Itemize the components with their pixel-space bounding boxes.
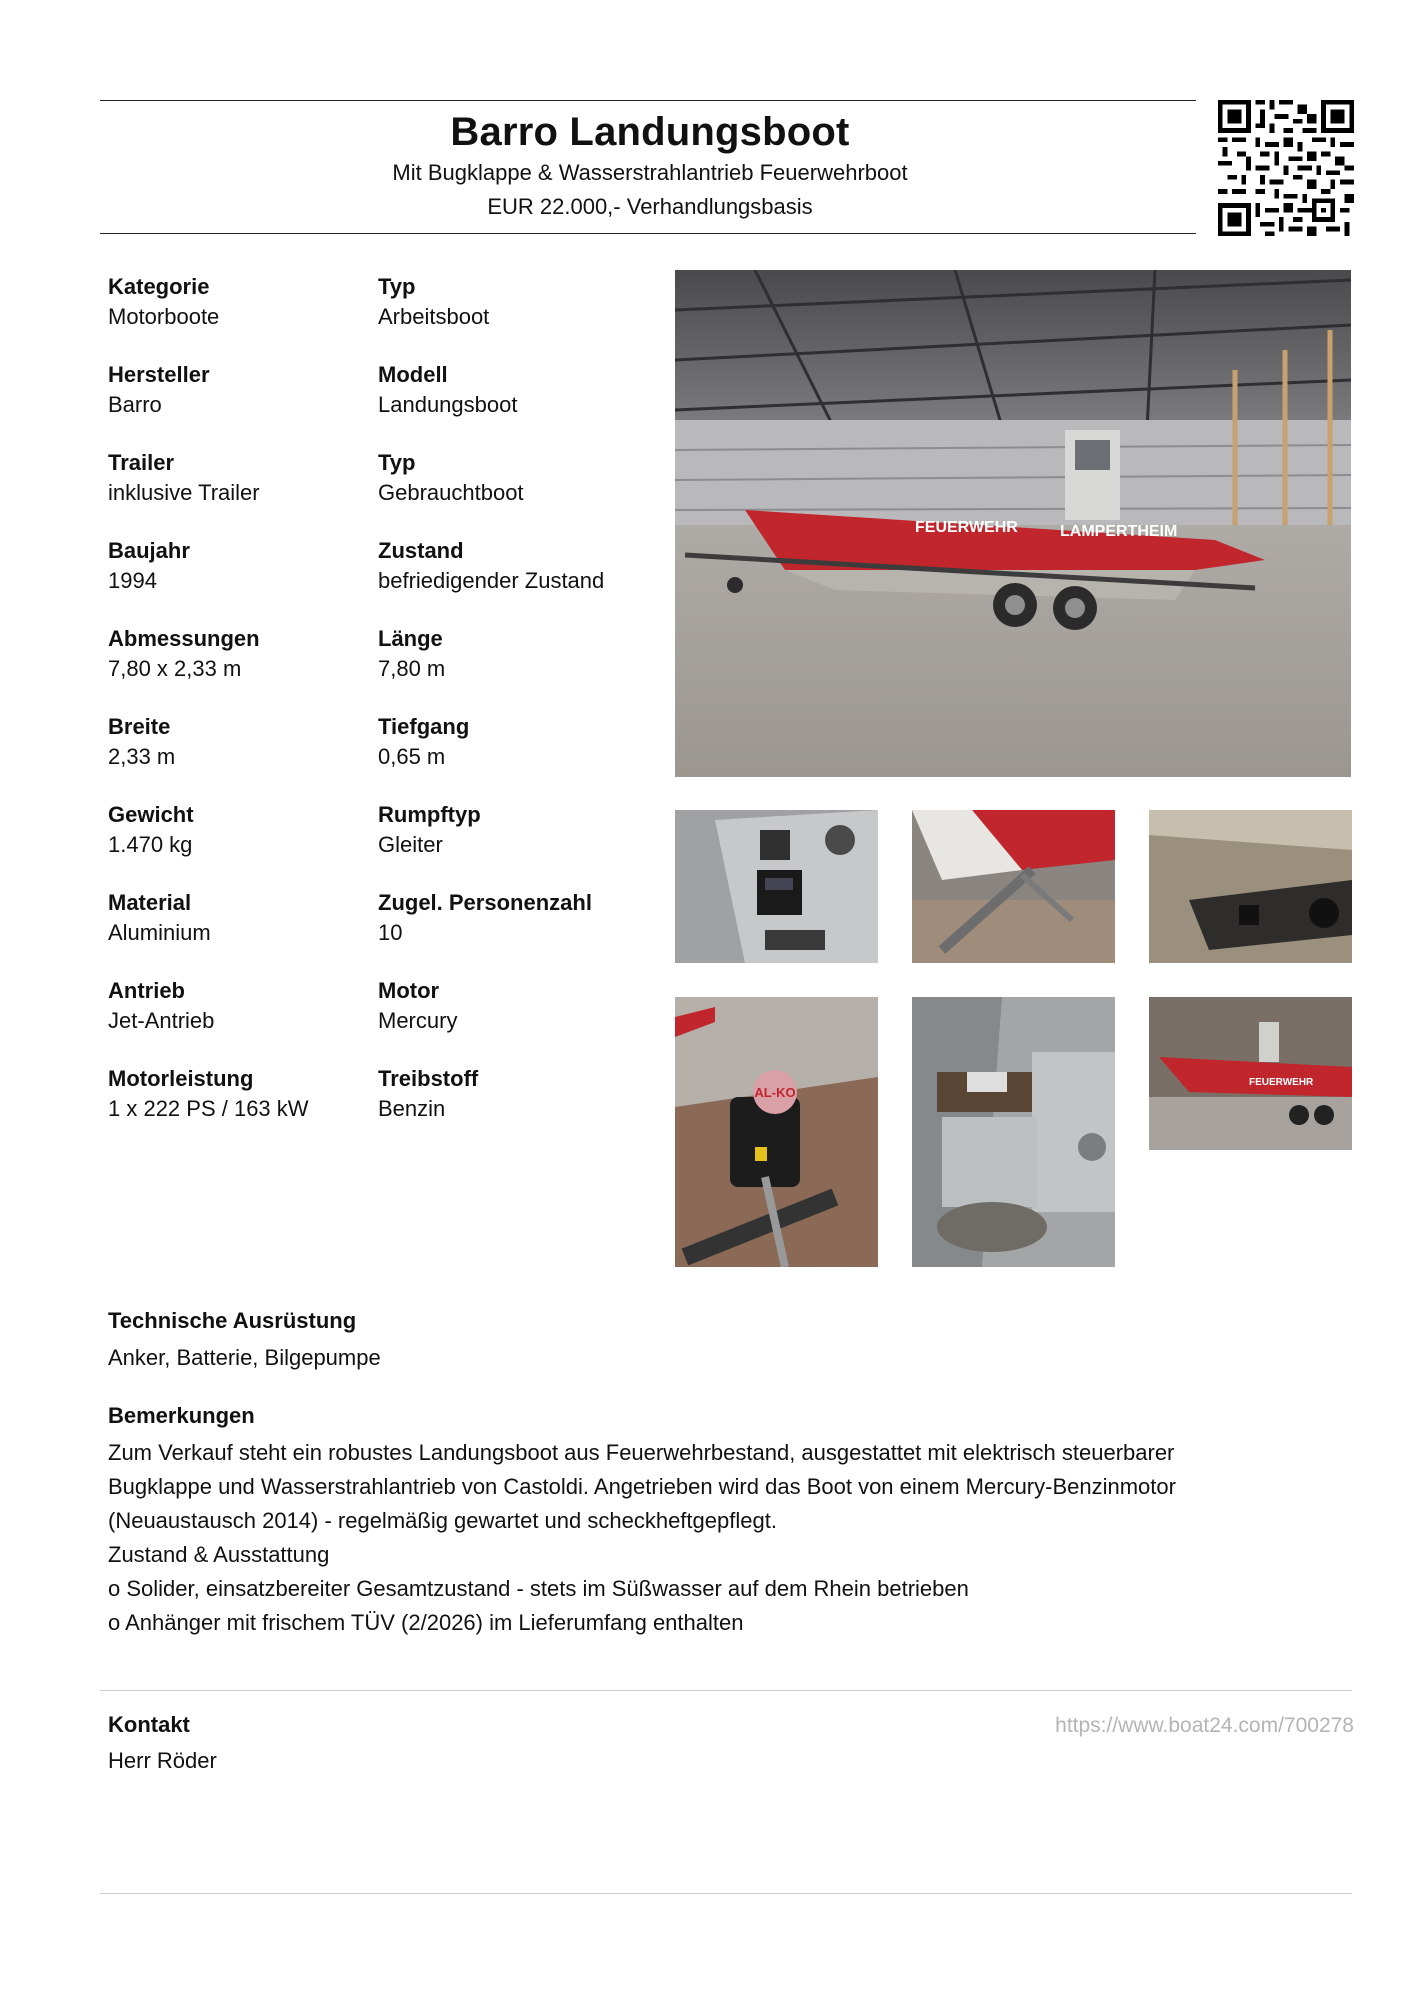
spec-label: Modell: [378, 362, 448, 387]
equipment-heading: Technische Ausrüstung: [108, 1308, 357, 1333]
spec-value: Mercury: [378, 1008, 458, 1033]
spec-label: Zustand: [378, 538, 464, 563]
spec-item: [378, 712, 469, 772]
spec-item: [108, 976, 214, 1036]
spec-label: Trailer: [108, 450, 175, 475]
spec-item: [108, 712, 175, 772]
spec-label: Breite: [108, 714, 171, 739]
spec-value: 0,65 m: [378, 744, 446, 769]
spec-value: 7,80 x 2,33 m: [108, 656, 242, 681]
spec-value: inklusive Trailer: [108, 480, 260, 505]
alko-brand-text: AL-KO: [754, 1085, 796, 1100]
spec-item: [108, 536, 190, 596]
spec-label: Typ: [378, 450, 416, 475]
spec-item: [378, 536, 604, 596]
remarks-line: o Solider, einsatzbereiter Gesamtzustand - stets im Süßwasser auf dem Rhein betrieben: [108, 1576, 969, 1601]
spec-label: Rumpftyp: [378, 802, 481, 827]
remarks-text: [108, 1436, 1358, 1640]
spec-label: Länge: [378, 626, 443, 651]
spec-item: [108, 360, 210, 420]
thumb-hull-text: FEUERWEHR: [1249, 1077, 1314, 1088]
thumb-trailer-hitch[interactable]: [912, 810, 1115, 963]
remarks-heading: Bemerkungen: [108, 1403, 255, 1428]
spec-label: Kategorie: [108, 274, 210, 299]
remarks-line: Zustand & Ausstattung: [108, 1542, 330, 1567]
spec-item: [108, 448, 260, 508]
spec-label: Hersteller: [108, 362, 210, 387]
spec-label: Baujahr: [108, 538, 190, 563]
spec-value: Gebrauchtboot: [378, 480, 524, 505]
hull-text-lampertheim: LAMPERTHEIM: [1060, 523, 1178, 540]
spec-value: Benzin: [378, 1096, 446, 1121]
spec-value: 1 x 222 PS / 163 kW: [108, 1096, 309, 1121]
spec-label: Motor: [378, 978, 440, 1003]
spec-value: Motorboote: [108, 304, 220, 329]
header-top-rule: [100, 100, 1196, 101]
footer-divider: [100, 1893, 1352, 1894]
remarks-line: Bugklappe und Wasserstrahlantrieb von Castoldi. Angetrieben wird das Boot von einem Mercury-Benzinmotor: [108, 1474, 1176, 1499]
spec-value: Gleiter: [378, 832, 443, 857]
spec-value: 7,80 m: [378, 656, 446, 681]
spec-item: [378, 624, 445, 684]
spec-label: Gewicht: [108, 802, 194, 827]
spec-label: Material: [108, 890, 192, 915]
thumb-deck-compartment[interactable]: [912, 997, 1115, 1267]
listing-price: EUR 22.000,- Verhandlungsbasis: [487, 194, 813, 219]
spec-item: [378, 800, 481, 860]
spec-value: Landungsboot: [378, 392, 518, 417]
remarks-line: (Neuaustausch 2014) - regelmäßig gewartet und scheckheftgepflegt.: [108, 1508, 777, 1533]
spec-item: [108, 624, 260, 684]
spec-item: [378, 888, 592, 948]
spec-item: [378, 1064, 478, 1124]
spec-label: Antrieb: [108, 978, 185, 1003]
spec-value: 2,33 m: [108, 744, 176, 769]
spec-item: [378, 360, 517, 420]
listing-url-link[interactable]: https://www.boat24.com/700278: [1055, 1714, 1354, 1737]
thumb-boat-in-hall[interactable]: [1149, 997, 1352, 1150]
spec-item: [378, 448, 524, 508]
remarks-line: Zum Verkauf steht ein robustes Landungsboot aus Feuerwehrbestand, ausgestattet mit elektrisch steuerbarer: [108, 1440, 1175, 1465]
spec-value: Arbeitsboot: [378, 304, 490, 329]
spec-item: [108, 1064, 309, 1124]
spec-item: [378, 976, 457, 1036]
main-photo[interactable]: [675, 270, 1351, 777]
spec-label: Abmessungen: [108, 626, 260, 651]
spec-label: Typ: [378, 274, 416, 299]
thumb-winch[interactable]: [675, 997, 878, 1267]
spec-value: 1.470 kg: [108, 832, 193, 857]
spec-label: Zugel. Personenzahl: [378, 890, 592, 915]
spec-value: 1994: [108, 568, 157, 593]
spec-item: [108, 888, 211, 948]
contact-heading: Kontakt: [108, 1712, 190, 1737]
spec-label: Treibstoff: [378, 1066, 479, 1091]
listing-subtitle: Mit Bugklappe & Wasserstrahlantrieb Feuerwehrboot: [392, 160, 908, 185]
spec-value: befriedigender Zustand: [378, 568, 605, 593]
qr-code[interactable]: [1218, 100, 1354, 236]
contact-divider: [100, 1690, 1352, 1691]
thumb-control-panel[interactable]: [675, 810, 878, 963]
spec-value: Jet-Antrieb: [108, 1008, 215, 1033]
spec-item: [378, 272, 489, 332]
spec-item: [108, 800, 194, 860]
spec-value: Barro: [108, 392, 162, 417]
contact-name: Herr Röder: [108, 1748, 217, 1773]
spec-label: Motorleistung: [108, 1066, 254, 1091]
spec-value: 10: [378, 920, 403, 945]
header-bottom-rule: [100, 233, 1196, 234]
hull-text-feuerwehr: FEUERWEHR: [915, 519, 1018, 536]
equipment-text: Anker, Batterie, Bilgepumpe: [108, 1345, 381, 1370]
spec-value: Aluminium: [108, 920, 211, 945]
thumb-underside[interactable]: [1149, 810, 1352, 963]
remarks-line: o Anhänger mit frischem TÜV (2/2026) im Lieferumfang enthalten: [108, 1610, 744, 1635]
spec-item: [108, 272, 219, 332]
listing-title: Barro Landungsboot: [450, 110, 850, 154]
spec-label: Tiefgang: [378, 714, 470, 739]
